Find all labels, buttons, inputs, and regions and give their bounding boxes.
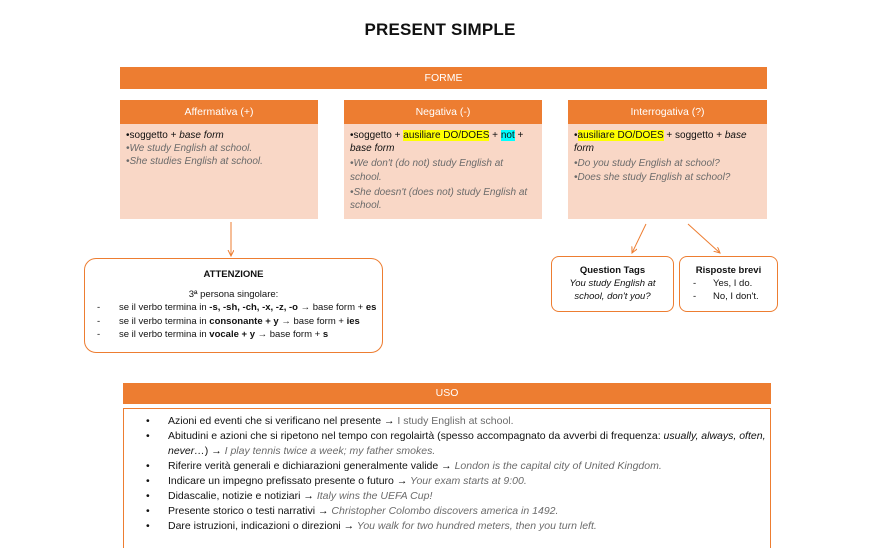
forme-header: FORME [120, 67, 767, 89]
affermativa-body [120, 124, 318, 219]
uso-item: • Azioni ed eventi che si verificano nel presente → I study English at school. [146, 415, 514, 427]
interrogativa-example-1: •Do you study English at school? [574, 158, 720, 170]
uso-item: • Abitudini e azioni che si ripetono nel tempo con regolairtà (spesso accompagnato da avverbi di frequenza: usually, always, often, never…) → I play tennis twice a week; my father smokes. [146, 430, 766, 457]
arrow-to-risposte [688, 224, 720, 253]
negativa-example-2: •She doesn't (does not) study English at school. [350, 186, 528, 212]
attenzione-rule-3: - se il verbo termina in vocale + y → base form + s [97, 329, 329, 340]
uso-item: • Presente storico o testi narrativi → Christopher Colombo discovers america in 1492. [146, 505, 559, 517]
page-title: PRESENT SIMPLE [364, 20, 516, 39]
interrogativa-body [568, 124, 767, 219]
risposte-title: Risposte brevi [695, 265, 762, 276]
uso-item: • Indicare un impegno prefissato presente o futuro → Your exam starts at 9:00. [146, 475, 527, 487]
question-tags-box [551, 256, 674, 312]
attenzione-box [84, 258, 383, 353]
negativa-header: Negativa (-) [344, 100, 542, 124]
uso-list [146, 414, 766, 534]
negativa-body [344, 124, 542, 219]
attenzione-subtitle: 3ª persona singolare: [188, 289, 279, 300]
question-tags-line2: school, don't you? [574, 291, 651, 302]
question-tags-title: Question Tags [579, 265, 646, 276]
risposte-item-2: - No, I don't. [693, 291, 759, 302]
arrow-to-question-tags [632, 224, 646, 253]
negativa-example-1: •We don't (do not) study English at school. [350, 158, 504, 183]
question-tags-line1: You study English at [569, 278, 656, 289]
affermativa-example-2: •She studies English at school. [126, 156, 263, 168]
uso-item: • Didascalie, notizie e notiziari → Italy wins the UEFA Cup! [146, 490, 433, 502]
interrogativa-example-2: •Does she study English at school? [574, 171, 731, 183]
interrogativa-header: Interrogativa (?) [568, 100, 767, 124]
risposte-brevi-box [679, 256, 778, 312]
attenzione-title: ATTENZIONE [203, 269, 264, 280]
affermativa-example-1: •We study English at school. [126, 143, 253, 155]
attenzione-rule-1: - se il verbo termina in -s, -sh, -ch, -x, -z, -o → base form + es [97, 302, 377, 313]
attenzione-rule-2: - se il verbo termina in consonante + y → base form + ies [97, 315, 360, 327]
affermativa-header: Affermativa (+) [120, 100, 318, 124]
interrogativa-form: •ausiliare DO/DOES + soggetto + base form [574, 130, 747, 155]
uso-item: • Riferire verità generali e dichiarazioni generalmente valide → London is the capital city of United Kingdom. [146, 460, 662, 472]
uso-item: • Dare istruzioni, indicazioni o direzioni → You walk for two hundred meters, then you turn left. [146, 520, 597, 532]
affermativa-form: •soggetto + base form [126, 130, 224, 141]
uso-header: USO [123, 383, 771, 404]
negativa-form: •soggetto + ausiliare DO/DOES + not + base form [350, 130, 524, 155]
risposte-item-1: - Yes, I do. [693, 278, 753, 289]
